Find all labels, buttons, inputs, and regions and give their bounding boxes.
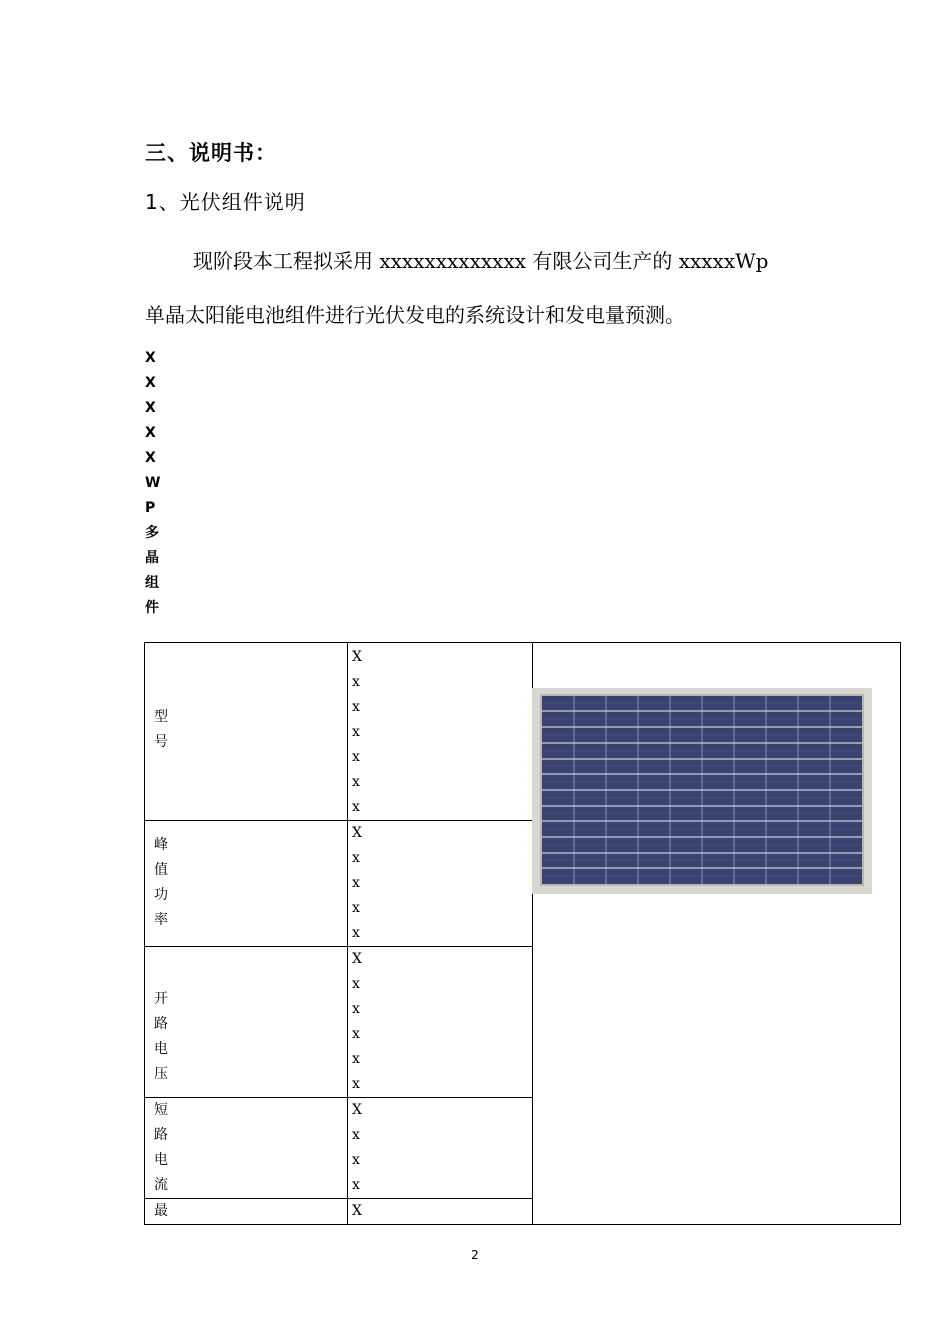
value-char: x (352, 1026, 360, 1042)
label-char: 电 (154, 1152, 168, 1168)
page-number: 2 (471, 1248, 479, 1262)
value-cell-short-circuit-current (348, 1098, 533, 1199)
label-char: 功 (154, 887, 168, 903)
value-char: x (352, 699, 360, 715)
intro-paragraph (145, 234, 845, 342)
value-char: x (352, 1076, 360, 1092)
label-char: 压 (154, 1066, 168, 1082)
vertical-char: P (145, 500, 156, 516)
value-cell-model (348, 643, 533, 821)
label-char: 电 (154, 1041, 168, 1057)
value-char: x (352, 925, 360, 941)
paragraph-line-2: 单晶太阳能电池组件进行光伏发电的系统设计和发电量预测。 (145, 303, 685, 327)
vertical-char: 多 (145, 525, 159, 541)
value-char: X (352, 825, 362, 841)
value-char: x (352, 774, 360, 790)
vertical-char: 件 (145, 600, 159, 616)
value-char: x (352, 976, 360, 992)
value-char: x (352, 1177, 360, 1193)
value-char: x (352, 1051, 360, 1067)
vertical-char: 组 (145, 575, 159, 591)
vertical-char: X (145, 425, 156, 441)
label-char: 号 (154, 734, 168, 750)
value-char: x (352, 749, 360, 765)
label-cell-short-circuit-current (145, 1098, 348, 1199)
vertical-module-label (145, 346, 165, 621)
label-cell-open-circuit-voltage (145, 947, 348, 1098)
solar-panel-photo (532, 688, 872, 894)
label-char: 最 (154, 1203, 168, 1219)
label-cell-model (145, 643, 348, 821)
value-char: X (352, 649, 362, 665)
vertical-char: W (145, 475, 161, 491)
value-cell-peak-power (348, 821, 533, 947)
subsection-heading: 1、光伏组件说明 (145, 190, 306, 214)
vertical-char: X (145, 400, 156, 416)
value-char: X (352, 951, 362, 967)
label-char: 短 (154, 1102, 168, 1118)
value-cell-open-circuit-voltage (348, 947, 533, 1098)
vertical-char: 晶 (145, 550, 159, 566)
value-char: x (352, 850, 360, 866)
value-char: x (352, 674, 360, 690)
paragraph-line-1: 现阶段本工程拟采用 xxxxxxxxxxxxx 有限公司生产的 xxxxxWp (193, 249, 769, 273)
label-char: 流 (154, 1177, 168, 1193)
value-char: X (352, 1203, 362, 1219)
value-char: x (352, 724, 360, 740)
value-char: x (352, 1001, 360, 1017)
value-char: x (352, 875, 360, 891)
value-char: X (352, 1102, 362, 1118)
value-char: x (352, 1127, 360, 1143)
label-cell-peak-power (145, 821, 348, 947)
vertical-char: X (145, 450, 156, 466)
value-char: x (352, 900, 360, 916)
label-char: 路 (154, 1016, 168, 1032)
value-char: x (352, 1152, 360, 1168)
vertical-char: X (145, 375, 156, 391)
label-cell-max (145, 1199, 348, 1225)
vertical-char: X (145, 350, 156, 366)
value-char: x (352, 799, 360, 815)
section-heading: 三、说明书： (145, 141, 277, 165)
label-char: 值 (154, 862, 168, 878)
label-char: 峰 (154, 837, 168, 853)
solar-panel-cells (540, 694, 864, 886)
value-cell-max (348, 1199, 533, 1225)
label-char: 开 (154, 991, 168, 1007)
label-char: 率 (154, 912, 168, 928)
label-char: 路 (154, 1127, 168, 1143)
solar-panel-grid-icon (542, 696, 862, 884)
label-char: 型 (154, 709, 168, 725)
